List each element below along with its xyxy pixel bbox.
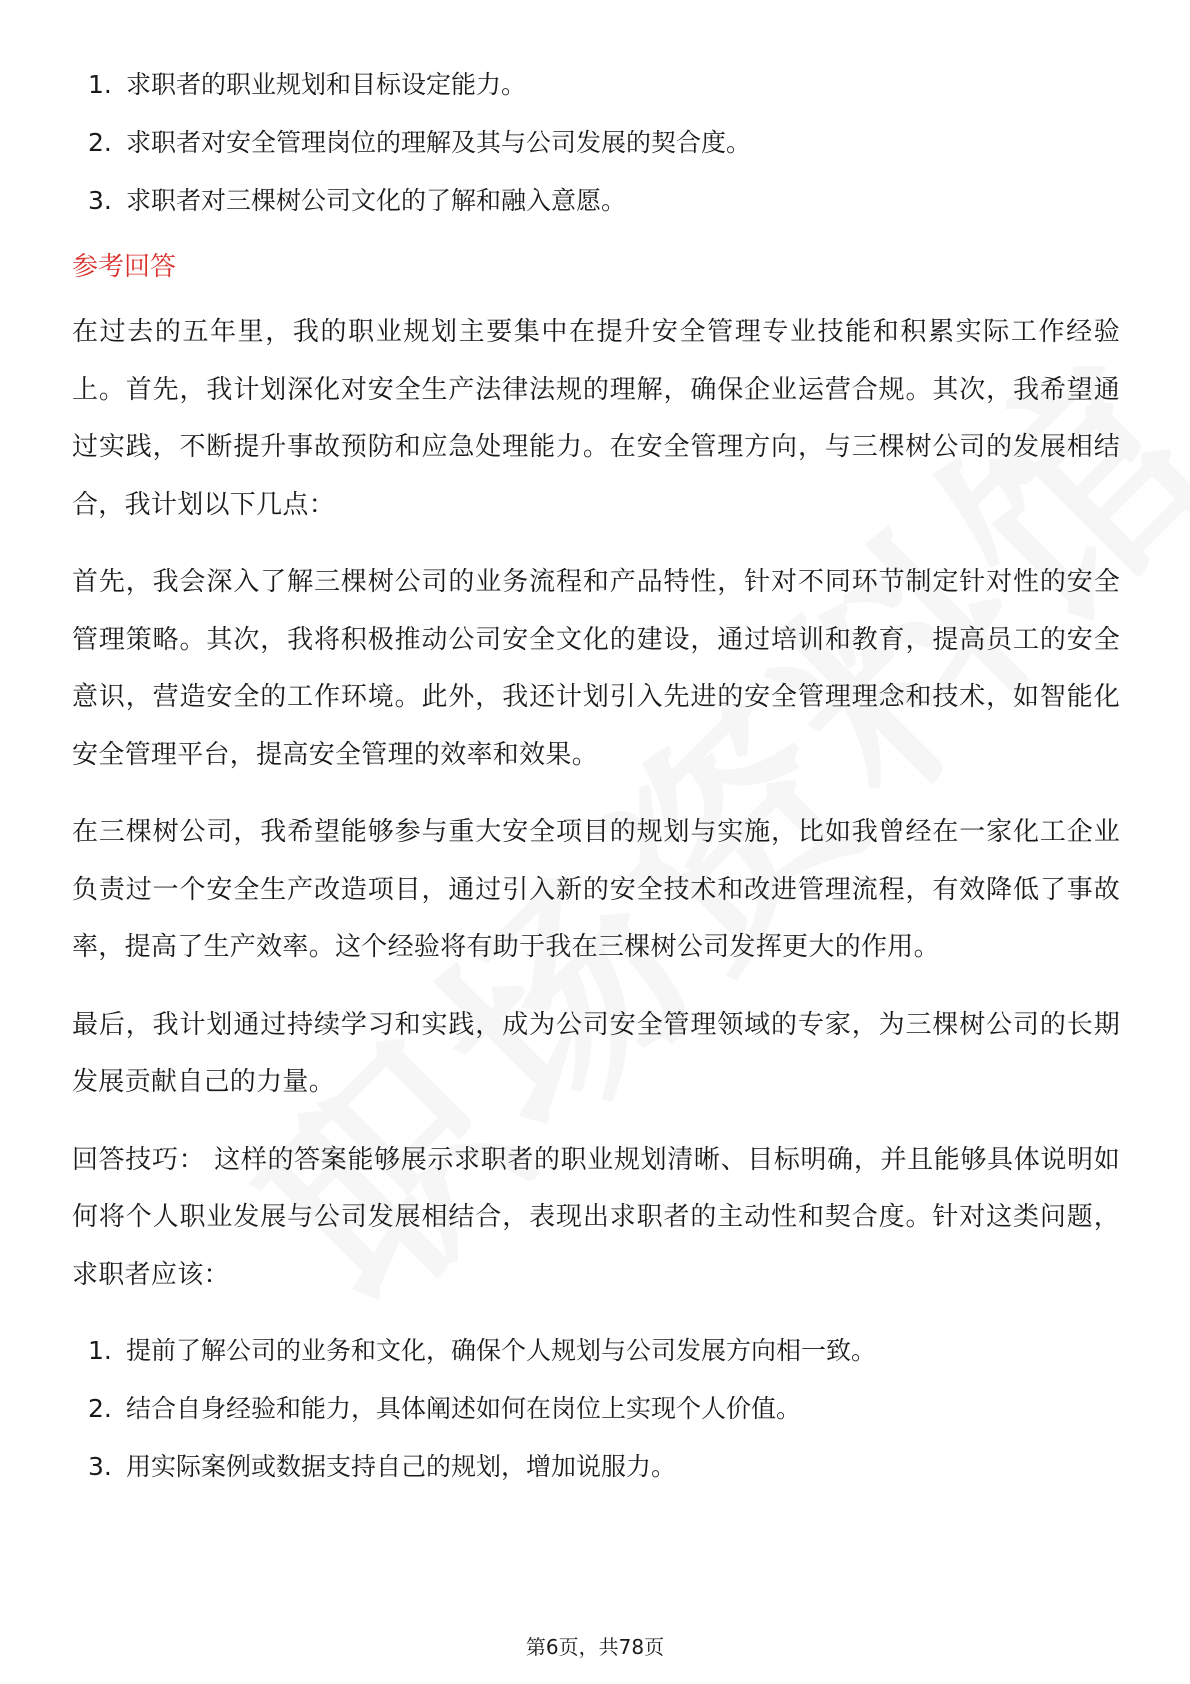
list-text: 求职者对三棵树公司文化的了解和融入意愿。 (126, 186, 627, 215)
list-text: 求职者对安全管理岗位的理解及其与公司发展的契合度。 (126, 128, 752, 157)
document-page (72, 56, 1120, 1496)
list-number: 2. (88, 1394, 112, 1423)
list-text: 提前了解公司的业务和文化，确保个人规划与公司发展方向相一致。 (126, 1336, 877, 1365)
list-number: 1. (88, 70, 112, 99)
list-item (72, 114, 1120, 172)
list-item (72, 56, 1120, 114)
section-title: 参考回答 (72, 252, 177, 282)
tips-paragraph: 回答技巧： 这样的答案能够展示求职者的职业规划清晰、目标明确，并且能够具体说明如何将个人职业发展与公司发展相结合，表现出求职者的主动性和契合度。针对这类问题，求职者应该： (72, 1144, 1120, 1290)
list-text: 结合自身经验和能力，具体阐述如何在岗位上实现个人价值。 (126, 1394, 802, 1423)
answer-paragraph: 最后，我计划通过持续学习和实践，成为公司安全管理领域的专家，为三棵树公司的长期发展贡献自己的力量。 (72, 1009, 1120, 1097)
tips-list (72, 1322, 1120, 1496)
answer-paragraph: 在过去的五年里，我的职业规划主要集中在提升安全管理专业技能和积累实际工作经验上。首先，我计划深化对安全生产法律法规的理解，确保企业运营合规。其次，我希望通过实践，不断提升事故预防和应急处理能力。在安全管理方向，与三棵树公司的发展相结合，我计划以下几点： (72, 317, 1120, 520)
list-item (72, 1380, 1120, 1438)
list-item (72, 1322, 1120, 1380)
list-text: 用实际案例或数据支持自己的规划，增加说服力。 (126, 1452, 677, 1481)
list-item (72, 1438, 1120, 1496)
list-number: 3. (88, 1452, 112, 1481)
list-number: 2. (88, 128, 112, 157)
list-number: 1. (88, 1336, 112, 1365)
list-number: 3. (88, 186, 112, 215)
page-number-footer: 第6页，共78页 (525, 1635, 665, 1659)
list-text: 求职者的职业规划和目标设定能力。 (126, 70, 527, 99)
criteria-list (72, 56, 1120, 230)
list-item (72, 172, 1120, 230)
answer-paragraph: 在三棵树公司，我希望能够参与重大安全项目的规划与实施，比如我曾经在一家化工企业负责过一个安全生产改造项目，通过引入新的安全技术和改进管理流程，有效降低了事故率，提高了生产效率。这个经验将有助于我在三棵树公司发挥更大的作用。 (72, 817, 1120, 962)
answer-paragraph: 首先，我会深入了解三棵树公司的业务流程和产品特性，针对不同环节制定针对性的安全管理策略。其次，我将积极推动公司安全文化的建设，通过培训和教育，提高员工的安全意识，营造安全的工作环境。此外，我还计划引入先进的安全管理理念和技术，如智能化安全管理平台，提高安全管理的效率和效果。 (72, 567, 1120, 770)
